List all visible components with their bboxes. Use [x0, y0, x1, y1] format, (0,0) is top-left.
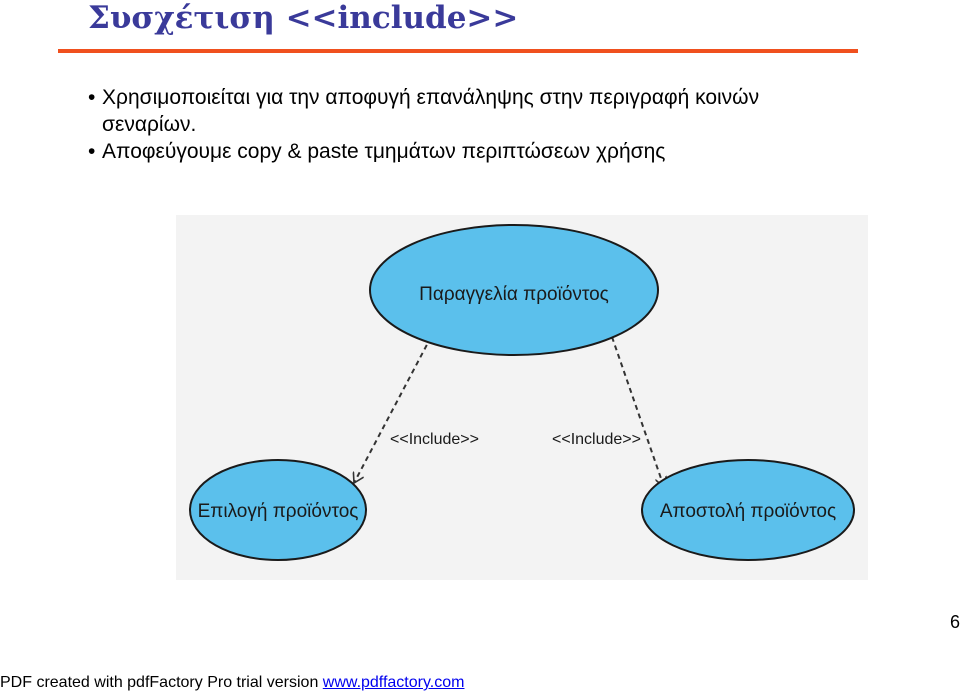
bullet-item	[88, 84, 858, 138]
page-number: 6	[949, 612, 960, 632]
footer-link[interactable]: www.pdffactory.com	[322, 674, 465, 691]
bullet-marker: •	[88, 86, 96, 109]
footer	[0, 674, 464, 692]
title-divider	[58, 49, 858, 53]
use-case-label: Αποστολή προϊόντος	[659, 501, 837, 522]
slide-title: Συσχέτιση <<include>>	[88, 0, 519, 36]
bullet-text: Χρησιμοποιείται για την αποφυγή επανάληψης στην περιγραφή κοινών σεναρίων.	[102, 86, 760, 136]
use-case-label: Επιλογή προϊόντος	[197, 501, 359, 522]
bullet-item	[88, 138, 858, 165]
use-case-label: Παραγγελία προϊόντος	[419, 284, 609, 305]
include-arrow-right	[612, 337, 664, 487]
include-arrow-left	[354, 337, 431, 483]
bullet-list	[88, 84, 858, 165]
include-label-right: <<Include>>	[552, 431, 641, 448]
bullet-text: Αποφεύγουμε copy & paste τμημάτων περιπτώσεων χρήσης	[102, 140, 666, 163]
bullet-marker: •	[88, 140, 96, 163]
footer-text: PDF created with pdfFactory Pro trial version	[0, 674, 323, 691]
include-label-left: <<Include>>	[390, 431, 479, 448]
diagram-canvas	[176, 215, 868, 580]
use-case-diagram	[176, 215, 868, 580]
